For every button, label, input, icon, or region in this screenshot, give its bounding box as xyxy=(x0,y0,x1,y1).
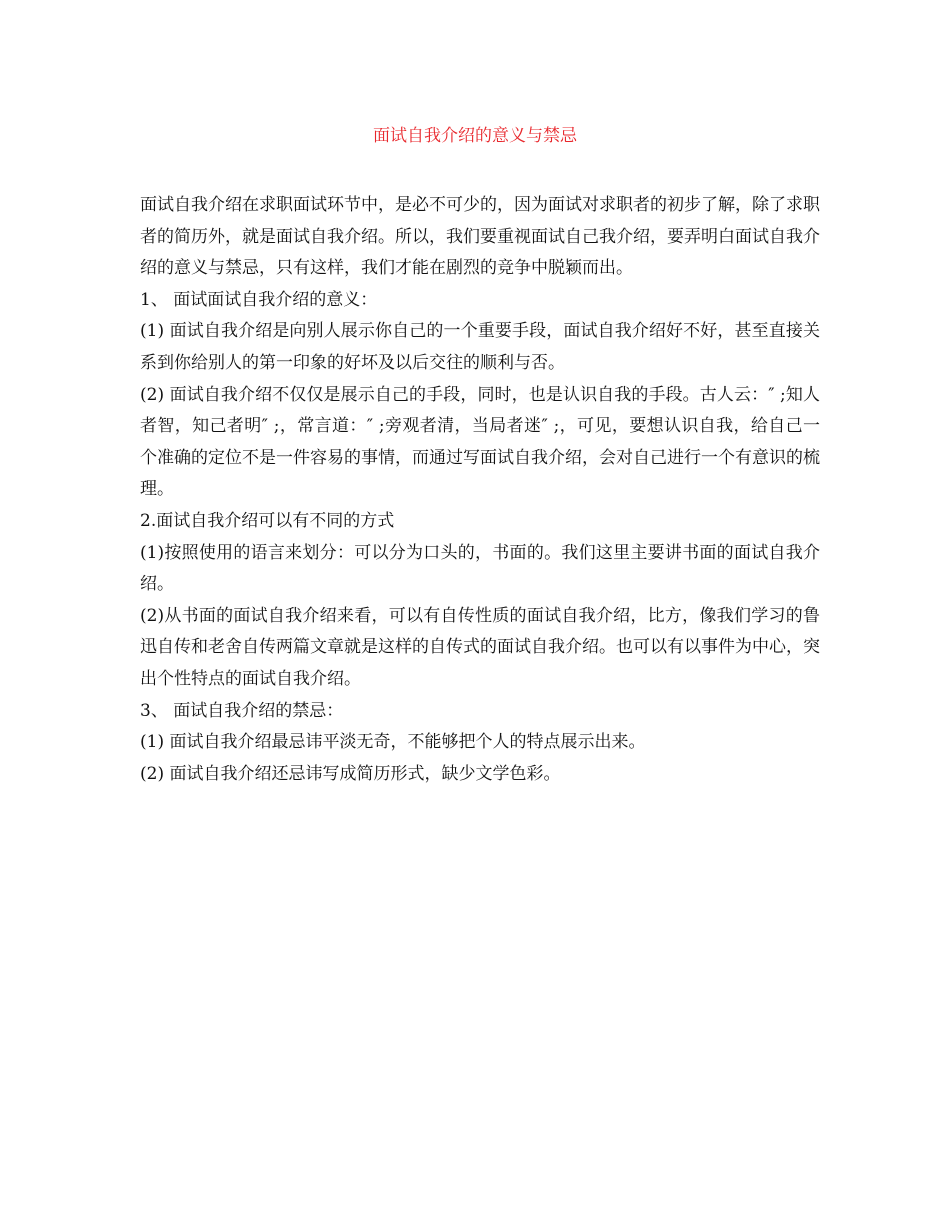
document-title: 面试自我介绍的意义与禁忌 xyxy=(373,126,577,146)
taboo-point-2: (2) 面试自我介绍还忌讳写成简历形式，缺少文学色彩。 xyxy=(140,763,561,784)
significance-point-1: (1) 面试自我介绍是向别人展示你自己的一个重要手段，面试自我介绍好不好，甚至直接关系到你给别人的第一印象的好坏及以后交往的顺利与否。 xyxy=(140,321,820,373)
section-heading-methods: 2.面试自我介绍可以有不同的方式 xyxy=(140,510,395,531)
section-heading-significance: 1、 面试面试自我介绍的意义： xyxy=(140,289,378,310)
taboo-point-1: (1) 面试自我介绍最忌讳平淡无奇，不能够把个人的特点展示出来。 xyxy=(140,732,646,753)
intro-paragraph: 面试自我介绍在求职面试环节中，是必不可少的，因为面试对求职者的初步了解，除了求职者的简历外，就是面试自我介绍。所以，我们要重视面试自己我介绍，要弄明白面试自我介绍的意义与禁忌，只有这样，我们才能在剧烈的竞争中脱颖而出。 xyxy=(140,195,820,279)
methods-point-1: (1)按照使用的语言来划分：可以分为口头的，书面的。我们这里主要讲书面的面试自我介绍。 xyxy=(140,542,820,595)
significance-point-2: (2) 面试自我介绍不仅仅是展示自己的手段，同时，也是认识自我的手段。古人云：″ ;知人者智，知己者明″ ;，常言道：″ ;旁观者清，当局者迷″ ;，可见，要想认识自我，给自己一个准确的定位不是一件容易的事情，而通过写面试自我介绍，会对自己进行一个有意识的梳理。 xyxy=(140,384,820,500)
section-heading-taboos: 3、 面试自我介绍的禁忌： xyxy=(140,700,344,721)
methods-point-2: (2)从书面的面试自我介绍来看，可以有自传性质的面试自我介绍，比方，像我们学习的鲁迅自传和老舍自传两篇文章就是这样的自传式的面试自我介绍。也可以有以事件为中心，突出个性特点的面试自我介绍。 xyxy=(140,605,820,689)
document-body xyxy=(140,190,820,790)
